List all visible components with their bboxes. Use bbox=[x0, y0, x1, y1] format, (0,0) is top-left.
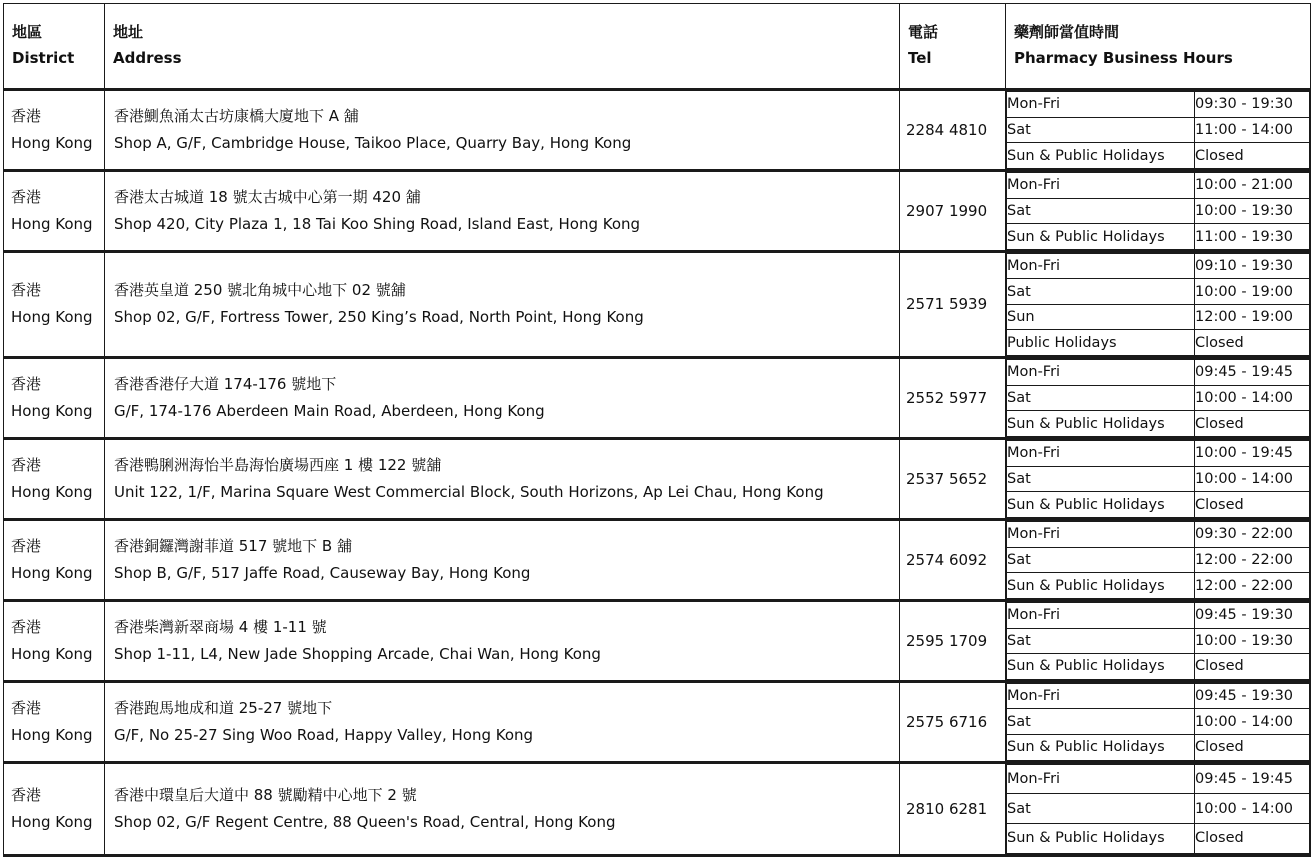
hours-day: Mon-Fri bbox=[1007, 764, 1195, 794]
address-zh: 香港跑馬地成和道 25-27 號地下 bbox=[114, 698, 333, 717]
district-zh: 香港 bbox=[11, 187, 42, 206]
hours-cell bbox=[1006, 438, 1311, 519]
hours-day: Sun bbox=[1007, 304, 1195, 330]
hours-table bbox=[1006, 91, 1310, 169]
hours-table bbox=[1006, 683, 1310, 761]
hours-table bbox=[1006, 440, 1310, 518]
hours-table bbox=[1006, 764, 1310, 854]
hours-day: Sun & Public Holidays bbox=[1007, 492, 1195, 518]
address-en: G/F, 174-176 Aberdeen Main Road, Aberdeen, Hong Kong bbox=[114, 401, 545, 420]
tel-cell: 2907 1990 bbox=[900, 170, 1006, 251]
address-cell bbox=[105, 762, 900, 855]
table-row bbox=[4, 357, 1311, 438]
address-en: Shop 1-11, L4, New Jade Shopping Arcade, Chai Wan, Hong Kong bbox=[114, 644, 601, 663]
hours-cell bbox=[1006, 357, 1311, 438]
district-zh: 香港 bbox=[11, 785, 42, 804]
hours-row bbox=[1007, 143, 1310, 169]
header-row bbox=[4, 4, 1311, 90]
header-hours-zh: 藥劑師當值時間 bbox=[1014, 23, 1120, 41]
hours-row bbox=[1007, 279, 1310, 305]
header-tel bbox=[900, 4, 1006, 90]
header-district-zh: 地區 bbox=[12, 23, 43, 41]
header-address-en: Address bbox=[113, 49, 182, 67]
district-en: Hong Kong bbox=[11, 401, 93, 420]
hours-table bbox=[1006, 253, 1310, 356]
hours-time: 11:00 - 14:00 bbox=[1195, 117, 1310, 143]
address-cell bbox=[105, 600, 900, 681]
hours-table bbox=[1006, 521, 1310, 599]
hours-time: 09:45 - 19:45 bbox=[1195, 359, 1310, 385]
hours-time: 09:30 - 22:00 bbox=[1195, 521, 1310, 547]
hours-row bbox=[1007, 547, 1310, 573]
district-en: Hong Kong bbox=[11, 308, 93, 327]
district-cell bbox=[4, 357, 105, 438]
hours-day: Mon-Fri bbox=[1007, 359, 1195, 385]
hours-table bbox=[1006, 172, 1310, 250]
address-zh: 香港柴灣新翠商場 4 樓 1-11 號 bbox=[114, 617, 327, 636]
district-zh: 香港 bbox=[11, 374, 42, 393]
hours-row bbox=[1007, 628, 1310, 654]
district-cell bbox=[4, 170, 105, 251]
hours-day: Mon-Fri bbox=[1007, 602, 1195, 628]
tel-cell: 2810 6281 bbox=[900, 762, 1006, 855]
hours-day: Sun & Public Holidays bbox=[1007, 411, 1195, 437]
hours-time: 10:00 - 14:00 bbox=[1195, 385, 1310, 411]
district-en: Hong Kong bbox=[11, 725, 93, 744]
hours-row bbox=[1007, 492, 1310, 518]
header-district bbox=[4, 4, 105, 90]
hours-time: Closed bbox=[1195, 411, 1310, 437]
address-cell bbox=[105, 519, 900, 600]
district-cell bbox=[4, 519, 105, 600]
hours-time: 11:00 - 19:30 bbox=[1195, 224, 1310, 250]
hours-day: Sat bbox=[1007, 709, 1195, 735]
hours-time: Closed bbox=[1195, 330, 1310, 356]
table-row bbox=[4, 90, 1311, 171]
store-rows bbox=[4, 90, 1311, 856]
hours-day: Mon-Fri bbox=[1007, 92, 1195, 118]
hours-time: 09:45 - 19:30 bbox=[1195, 602, 1310, 628]
header-tel-en: Tel bbox=[908, 49, 932, 67]
hours-time: 12:00 - 22:00 bbox=[1195, 547, 1310, 573]
address-zh: 香港鴨脷洲海怡半島海怡廣場西座 1 樓 122 號舖 bbox=[114, 455, 442, 474]
hours-row bbox=[1007, 573, 1310, 599]
address-zh: 香港中環皇后大道中 88 號勵精中心地下 2 號 bbox=[114, 785, 417, 804]
address-en: Shop B, G/F, 517 Jaffe Road, Causeway Bay, Hong Kong bbox=[114, 563, 531, 582]
tel-cell: 2595 1709 bbox=[900, 600, 1006, 681]
district-en: Hong Kong bbox=[11, 563, 93, 582]
hours-time: Closed bbox=[1195, 654, 1310, 680]
hours-row bbox=[1007, 764, 1310, 794]
hours-day: Sun & Public Holidays bbox=[1007, 824, 1195, 854]
hours-day: Public Holidays bbox=[1007, 330, 1195, 356]
address-en: Shop 02, G/F, Fortress Tower, 250 King’s Road, North Point, Hong Kong bbox=[114, 308, 644, 327]
address-en: Shop 420, City Plaza 1, 18 Tai Koo Shing Road, Island East, Hong Kong bbox=[114, 214, 641, 233]
address-zh: 香港英皇道 250 號北角城中心地下 02 號舖 bbox=[114, 281, 406, 300]
district-cell bbox=[4, 600, 105, 681]
address-zh: 香港太古城道 18 號太古城中心第一期 420 舖 bbox=[114, 187, 421, 206]
tel-cell: 2571 5939 bbox=[900, 251, 1006, 357]
hours-cell bbox=[1006, 251, 1311, 357]
district-en: Hong Kong bbox=[11, 482, 93, 501]
hours-day: Sat bbox=[1007, 279, 1195, 305]
hours-time: Closed bbox=[1195, 824, 1310, 854]
hours-day: Mon-Fri bbox=[1007, 683, 1195, 709]
hours-row bbox=[1007, 735, 1310, 761]
hours-row bbox=[1007, 253, 1310, 279]
hours-row bbox=[1007, 359, 1310, 385]
district-en: Hong Kong bbox=[11, 812, 93, 831]
hours-row bbox=[1007, 654, 1310, 680]
tel-cell: 2284 4810 bbox=[900, 90, 1006, 171]
hours-day: Sun & Public Holidays bbox=[1007, 573, 1195, 599]
address-zh: 香港鰂魚涌太古坊康橋大廈地下 A 舖 bbox=[114, 106, 359, 125]
address-cell bbox=[105, 357, 900, 438]
hours-time: 10:00 - 14:00 bbox=[1195, 794, 1310, 824]
district-zh: 香港 bbox=[11, 455, 42, 474]
tel-cell: 2575 6716 bbox=[900, 681, 1006, 762]
header-tel-zh: 電話 bbox=[908, 23, 939, 41]
hours-row bbox=[1007, 92, 1310, 118]
hours-time: Closed bbox=[1195, 492, 1310, 518]
hours-time: Closed bbox=[1195, 735, 1310, 761]
hours-time: 10:00 - 19:00 bbox=[1195, 279, 1310, 305]
district-zh: 香港 bbox=[11, 536, 42, 555]
hours-cell bbox=[1006, 681, 1311, 762]
hours-cell bbox=[1006, 90, 1311, 171]
address-zh: 香港銅鑼灣謝菲道 517 號地下 B 舖 bbox=[114, 536, 352, 555]
hours-row bbox=[1007, 709, 1310, 735]
hours-row bbox=[1007, 304, 1310, 330]
pharmacy-table bbox=[3, 3, 1311, 857]
address-cell bbox=[105, 170, 900, 251]
table-row bbox=[4, 251, 1311, 357]
hours-time: Closed bbox=[1195, 143, 1310, 169]
hours-time: 09:45 - 19:45 bbox=[1195, 764, 1310, 794]
district-zh: 香港 bbox=[11, 698, 42, 717]
district-cell bbox=[4, 251, 105, 357]
hours-time: 09:30 - 19:30 bbox=[1195, 92, 1310, 118]
district-en: Hong Kong bbox=[11, 214, 93, 233]
hours-cell bbox=[1006, 600, 1311, 681]
hours-day: Sun & Public Holidays bbox=[1007, 143, 1195, 169]
address-en: Unit 122, 1/F, Marina Square West Commercial Block, South Horizons, Ap Lei Chau, Hong Kong bbox=[114, 482, 824, 501]
address-en: Shop 02, G/F Regent Centre, 88 Queen's Road, Central, Hong Kong bbox=[114, 812, 616, 831]
table-row bbox=[4, 600, 1311, 681]
hours-time: 10:00 - 21:00 bbox=[1195, 172, 1310, 198]
hours-time: 10:00 - 19:30 bbox=[1195, 198, 1310, 224]
address-cell bbox=[105, 438, 900, 519]
address-cell bbox=[105, 681, 900, 762]
hours-time: 12:00 - 19:00 bbox=[1195, 304, 1310, 330]
address-en: G/F, No 25-27 Sing Woo Road, Happy Valley, Hong Kong bbox=[114, 725, 534, 744]
hours-time: 10:00 - 19:45 bbox=[1195, 440, 1310, 466]
hours-row bbox=[1007, 172, 1310, 198]
table-row bbox=[4, 438, 1311, 519]
district-zh: 香港 bbox=[11, 281, 42, 300]
hours-row bbox=[1007, 521, 1310, 547]
hours-cell bbox=[1006, 762, 1311, 855]
table-row bbox=[4, 681, 1311, 762]
hours-row bbox=[1007, 683, 1310, 709]
header-address-zh: 地址 bbox=[113, 23, 144, 41]
hours-day: Sat bbox=[1007, 628, 1195, 654]
table-row bbox=[4, 762, 1311, 855]
hours-time: 10:00 - 14:00 bbox=[1195, 466, 1310, 492]
table-row bbox=[4, 519, 1311, 600]
address-cell bbox=[105, 90, 900, 171]
hours-row bbox=[1007, 794, 1310, 824]
hours-row bbox=[1007, 440, 1310, 466]
hours-day: Sat bbox=[1007, 466, 1195, 492]
hours-day: Mon-Fri bbox=[1007, 172, 1195, 198]
hours-cell bbox=[1006, 519, 1311, 600]
hours-table bbox=[1006, 359, 1310, 437]
hours-day: Sat bbox=[1007, 198, 1195, 224]
district-zh: 香港 bbox=[11, 106, 42, 125]
header-district-en: District bbox=[12, 49, 75, 67]
hours-row bbox=[1007, 411, 1310, 437]
hours-cell bbox=[1006, 170, 1311, 251]
address-zh: 香港香港仔大道 174-176 號地下 bbox=[114, 374, 337, 393]
hours-row bbox=[1007, 224, 1310, 250]
district-cell bbox=[4, 762, 105, 855]
tel-cell: 2574 6092 bbox=[900, 519, 1006, 600]
tel-cell: 2537 5652 bbox=[900, 438, 1006, 519]
district-cell bbox=[4, 438, 105, 519]
address-en: Shop A, G/F, Cambridge House, Taikoo Place, Quarry Bay, Hong Kong bbox=[114, 133, 632, 152]
hours-day: Mon-Fri bbox=[1007, 521, 1195, 547]
hours-day: Sat bbox=[1007, 794, 1195, 824]
hours-day: Sat bbox=[1007, 547, 1195, 573]
district-zh: 香港 bbox=[11, 617, 42, 636]
tel-cell: 2552 5977 bbox=[900, 357, 1006, 438]
district-en: Hong Kong bbox=[11, 644, 93, 663]
hours-day: Sat bbox=[1007, 385, 1195, 411]
district-cell bbox=[4, 90, 105, 171]
hours-day: Sun & Public Holidays bbox=[1007, 654, 1195, 680]
district-en: Hong Kong bbox=[11, 133, 93, 152]
hours-row bbox=[1007, 466, 1310, 492]
hours-day: Mon-Fri bbox=[1007, 253, 1195, 279]
hours-row bbox=[1007, 602, 1310, 628]
hours-table bbox=[1006, 602, 1310, 680]
address-cell bbox=[105, 251, 900, 357]
hours-day: Sat bbox=[1007, 117, 1195, 143]
hours-time: 10:00 - 14:00 bbox=[1195, 709, 1310, 735]
hours-row bbox=[1007, 824, 1310, 854]
header-address bbox=[105, 4, 900, 90]
table-row bbox=[4, 170, 1311, 251]
hours-time: 09:10 - 19:30 bbox=[1195, 253, 1310, 279]
hours-time: 10:00 - 19:30 bbox=[1195, 628, 1310, 654]
hours-row bbox=[1007, 385, 1310, 411]
hours-day: Sun & Public Holidays bbox=[1007, 735, 1195, 761]
hours-row bbox=[1007, 198, 1310, 224]
header-hours bbox=[1006, 4, 1311, 90]
hours-time: 09:45 - 19:30 bbox=[1195, 683, 1310, 709]
hours-time: 12:00 - 22:00 bbox=[1195, 573, 1310, 599]
hours-day: Sun & Public Holidays bbox=[1007, 224, 1195, 250]
hours-day: Mon-Fri bbox=[1007, 440, 1195, 466]
hours-row bbox=[1007, 117, 1310, 143]
header-hours-en: Pharmacy Business Hours bbox=[1014, 49, 1233, 67]
hours-row bbox=[1007, 330, 1310, 356]
district-cell bbox=[4, 681, 105, 762]
